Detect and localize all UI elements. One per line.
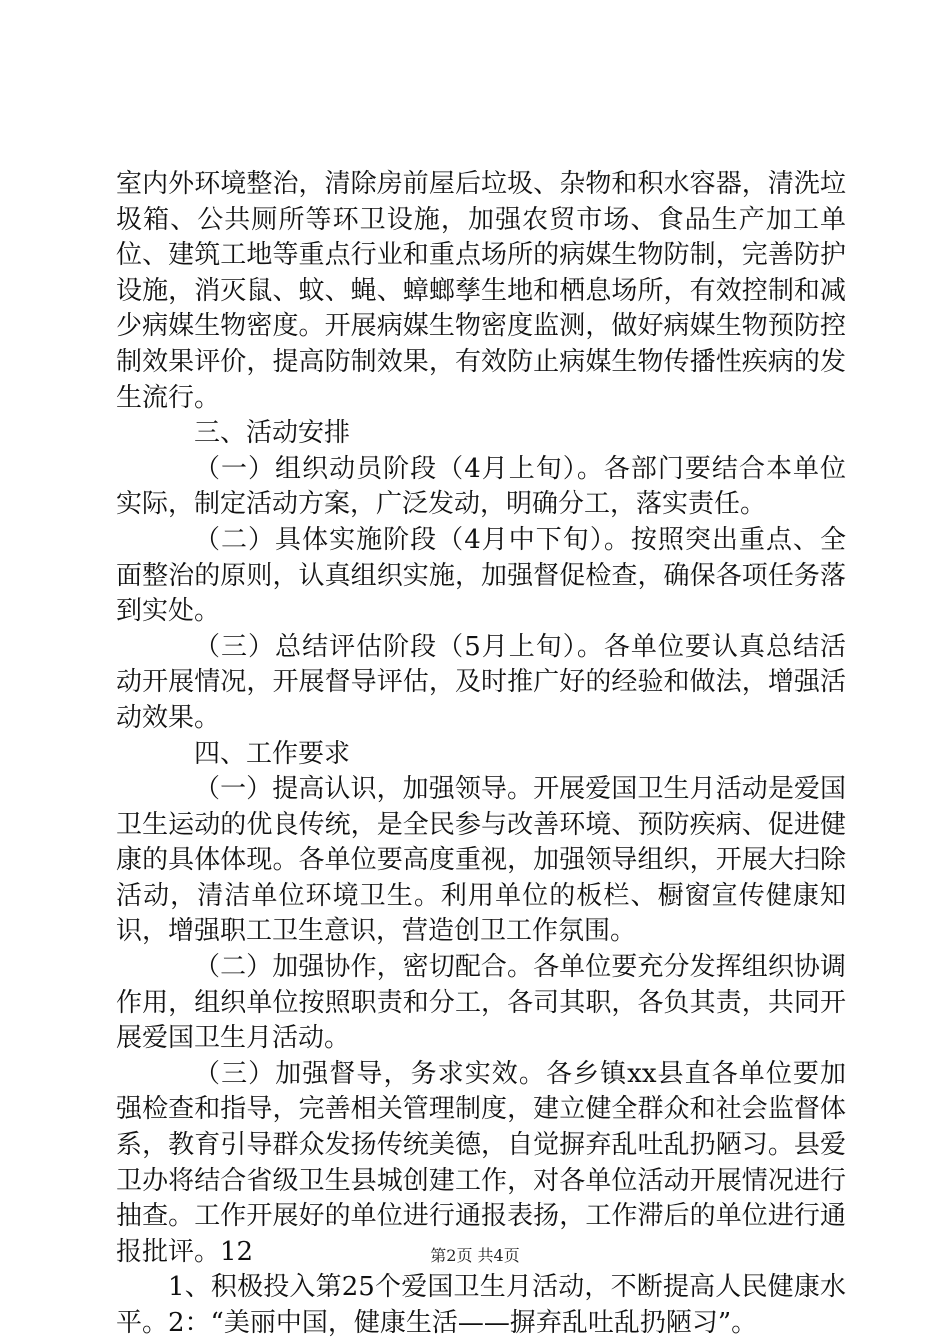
- paragraph-stage-mobilization: （一）组织动员阶段（4月上旬）。各部门要结合本单位实际，制定活动方案，广泛发动，明确分工，落实责任。: [116, 453, 846, 520]
- section-heading-activity-schedule: 三、活动安排: [194, 418, 351, 449]
- section-heading-work-requirements: 四、工作要求: [194, 738, 351, 769]
- paragraph-stage-implementation: （二）具体实施阶段（4月中下旬）。按照突出重点、全面整治的原则，认真组织实施，加强督促检查，确保各项任务落到实处。: [116, 524, 846, 627]
- document-body: [116, 167, 846, 1342]
- paragraph-requirement-leadership: （一）提高认识，加强领导。开展爱国卫生月活动是爱国卫生运动的优良传统，是全民参与改善环境、预防疾病、促进健康的具体体现。各单位要高度重视，加强领导组织，开展大扫除活动，清洁单位环境卫生。利用单位的板栏、橱窗宣传健康知识，增强职工卫生意识，营造创卫工作氛围。: [116, 774, 846, 947]
- paragraph-requirement-cooperation: （二）加强协作，密切配合。各单位要充分发挥组织协调作用，组织单位按照职责和分工，各司其职，各负其责，共同开展爱国卫生月活动。: [116, 952, 846, 1054]
- paragraph-environment-rectification: 室内外环境整治，清除房前屋后垃圾、杂物和积水容器，清洗垃圾箱、公共厕所等环卫设施，加强农贸市场、食品生产加工单位、建筑工地等重点行业和重点场所的病媒生物防制，完善防护设施，消灭鼠、蚊、蝇、蟑螂孳生地和栖息场所，有效控制和减少病媒生物密度。开展病媒生物密度监测，做好病媒生物预防控制效果评价，提高防制效果，有效防止病媒生物传播性疾病的发生流行。: [116, 169, 846, 413]
- paragraph-themes: 1、积极投入第25个爱国卫生月活动，不断提高人民健康水平。2：“美丽中国，健康生活——摒弃乱吐乱扔陋习”。: [116, 1272, 846, 1338]
- paragraph-stage-evaluation: （三）总结评估阶段（5月上旬）。各单位要认真总结活动开展情况，开展督导评估，及时推广好的经验和做法，增强活动效果。: [116, 631, 846, 733]
- page-footer: 第2页 共4页: [430, 1246, 520, 1265]
- paragraph-requirement-supervision: （三）加强督导，务求实效。各乡镇xx县直各单位要加强检查和指导，完善相关管理制度，建立健全群众和社会监督体系，教育引导群众发扬传统美德，自觉摒弃乱吐乱扔陋习。县爱卫办将结合省级卫生县城创建工作，对各单位活动开展情况进行抽查。工作开展好的单位进行通报表扬，工作滞后的单位进行通报批评。12: [116, 1058, 846, 1267]
